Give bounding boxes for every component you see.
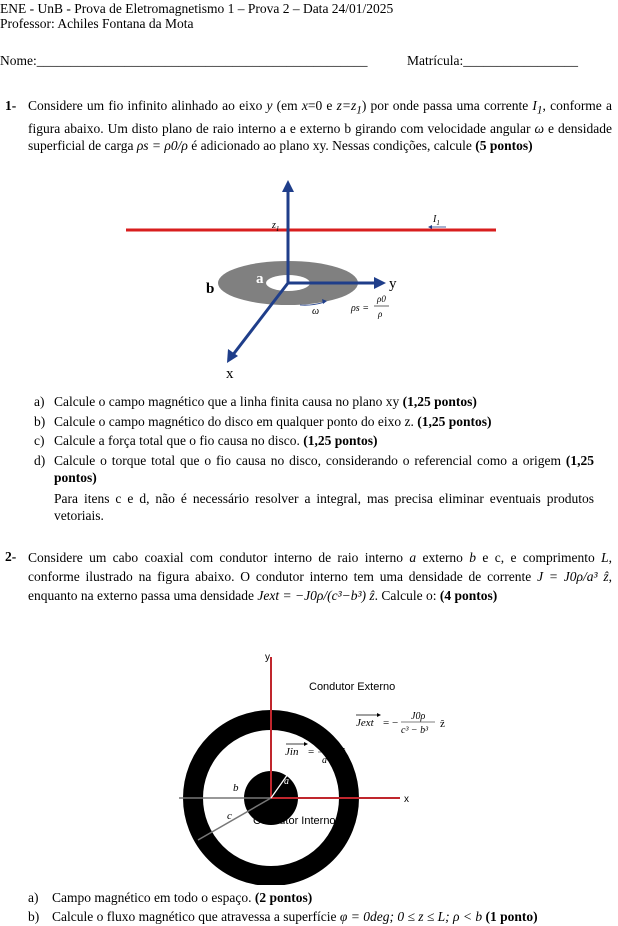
var-y: y — [266, 98, 273, 113]
var-I: I — [532, 98, 537, 113]
label-y: y — [265, 652, 270, 663]
q2-text: . Calcule o: — [374, 588, 440, 603]
label-y: y — [389, 276, 397, 292]
item-label: c) — [34, 433, 45, 448]
item-text: Calcule o campo magnético que a linha finita causa no plano xy — [54, 394, 403, 409]
item-text: Calcule o campo magnético do disco em qualquer ponto do eixo z. — [54, 414, 418, 429]
q2-points: (4 pontos) — [439, 588, 498, 603]
var-x: x — [301, 98, 308, 113]
label-x: x — [404, 794, 409, 805]
omega-label: ω — [312, 306, 320, 317]
item-text: Calcule a força total que o fio causa no disco. — [54, 433, 304, 448]
z1-label: $z_1$ — [272, 220, 280, 233]
jext-zhat: ẑ — [440, 718, 445, 730]
jext-den: c³ − b³ — [401, 725, 429, 736]
jext-num: J0ρ — [411, 711, 426, 722]
item-points: (1,25 pontos) — [417, 414, 492, 429]
q2-statement — [28, 548, 612, 605]
omega-symbol: ω — [534, 120, 545, 136]
label-x: x — [226, 366, 234, 382]
professor-line: Professor: Achiles Fontana da Mota — [0, 16, 194, 31]
figure-2-coaxial — [175, 645, 435, 885]
rho-numerator: ρ0 — [377, 294, 386, 304]
q1-text: (em — [272, 98, 302, 113]
q1-statement — [28, 97, 612, 154]
var-b: b — [469, 550, 477, 565]
outer-conductor-label: Condutor Externo — [309, 681, 396, 693]
label-a: a — [284, 776, 289, 787]
item-label: a) — [28, 890, 39, 905]
q2-text: Considere um cabo coaxial com condutor interno de raio interno — [28, 550, 410, 565]
item-text: Calcule o fluxo magnético que atravessa a superfície — [52, 909, 340, 924]
q2-text: , enquanto na externo passa uma densidade — [28, 569, 612, 603]
var-z: z=z — [336, 98, 357, 113]
rho-s-label: ρs = — [351, 303, 369, 314]
q2-text: externo — [416, 550, 470, 565]
inner-conductor-label: Condutor Interno — [253, 815, 336, 827]
item-math: φ = 0deg; 0 ≤ z ≤ L; ρ < b — [339, 909, 483, 924]
q1-text: e densidade superficial de carga — [28, 120, 612, 153]
q1-text: ) por onde passa uma corrente — [361, 98, 533, 113]
rho-denominator: ρ — [378, 309, 383, 319]
item-points: (1,25 pontos) — [303, 433, 378, 448]
q1-number: 1- — [5, 98, 17, 113]
exam-title: ENE - UnB - Prova de Eletromagnetismo 1 – Prova 2 – Data 24/01/2025 — [0, 1, 394, 16]
item-text: Calcule o torque total que o fio causa no disco, considerando o referencial como a origem — [54, 453, 566, 468]
q2-text: , conforme ilustrado na figura abaixo. O condutor interno tem uma densidade de corrente — [28, 550, 613, 584]
item-points: (1,25 pontos) — [402, 394, 477, 409]
jin-zhat: ẑ — [341, 746, 346, 758]
J-equation: J = J0ρ/a³ ẑ — [537, 569, 609, 584]
y-axis-arrow — [374, 277, 386, 289]
q2-number: 2- — [5, 549, 17, 564]
current-arrow-head — [428, 225, 432, 229]
q1-text: =0 e — [307, 98, 337, 113]
item-label: b) — [28, 909, 40, 924]
jext-vector-arrowhead — [377, 713, 381, 717]
item-text: Campo magnético em todo o espaço. — [52, 890, 255, 905]
label-c: c — [227, 810, 232, 822]
figure-1-wire-disc — [120, 178, 500, 383]
jin-num: J0ρ — [319, 741, 334, 752]
q1-text: Considere um fio infinito alinhado ao eixo — [28, 98, 267, 113]
jin-den: a³ — [322, 755, 330, 766]
var-L: L — [601, 550, 609, 565]
sub: 1 — [356, 104, 362, 117]
item-label: a) — [34, 394, 45, 409]
q1-text: é adicionado ao plano xy. Nessas condições, calcule — [187, 137, 476, 153]
q2-text: e c, e comprimento — [476, 550, 602, 565]
var-a: a — [409, 550, 417, 565]
q1-note: Para itens c e d, não é necessário resolver a integral, mas precisa eliminar eventuais produtos vetoriais. — [54, 491, 594, 523]
label-b: b — [233, 782, 239, 794]
item-label: d) — [34, 453, 46, 468]
q1-text: , conforme a figura abaixo. Um disto plano de raio interno a e externo b girando com velocidade angular — [28, 98, 612, 136]
q1-points: (5 pontos) — [475, 137, 533, 153]
jin-eq: = — [308, 746, 315, 758]
jin-lhs: Jin — [285, 746, 299, 758]
label-a: a — [256, 271, 264, 287]
sub: 1 — [536, 104, 543, 117]
label-b: b — [206, 281, 215, 297]
item-points: (1 ponto) — [482, 909, 538, 924]
matricula-field: Matrícula:_________________ — [407, 53, 578, 68]
Jext-equation: Jext = −J0ρ/(c³−b³) ẑ — [257, 588, 375, 603]
name-field: Nome:_________________________________________________ — [0, 53, 368, 68]
item-points: (1,25 pontos) — [54, 453, 594, 485]
item-points: (2 pontos) — [254, 890, 313, 905]
jext-eq: = − — [383, 717, 399, 729]
I1-label: $I_1$ — [433, 214, 440, 227]
item-label: b) — [34, 414, 46, 429]
jext-lhs: Jext — [356, 717, 374, 729]
rho-equation: ρs = ρ0/ρ — [136, 137, 188, 153]
z-axis-arrow — [282, 180, 294, 192]
